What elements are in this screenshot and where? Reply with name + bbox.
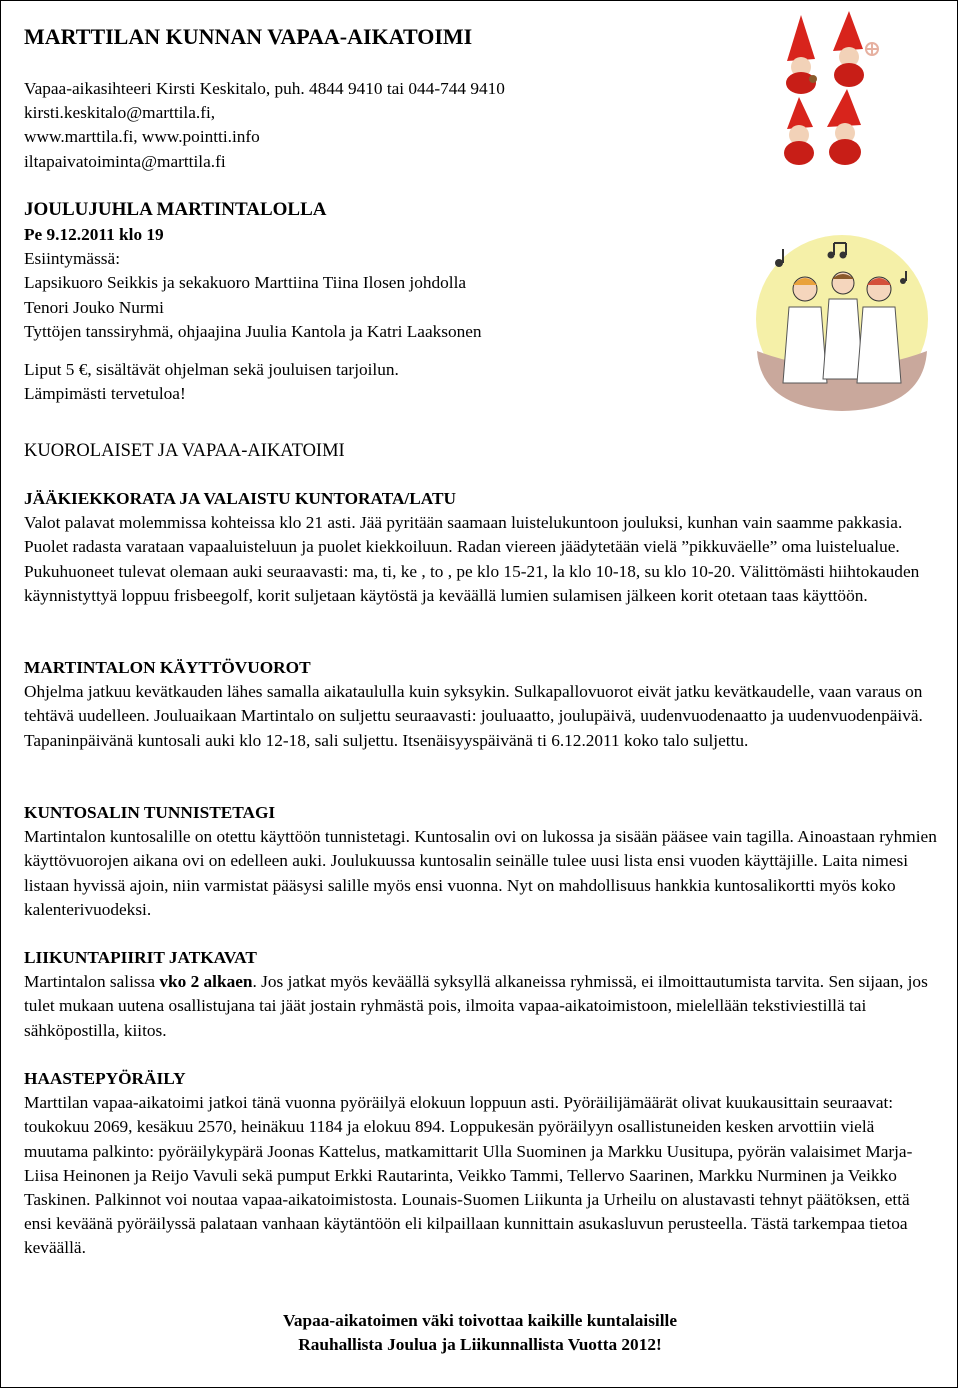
section-heading: JÄÄKIEKKORATA JA VALAISTU KUNTORATA/LATU xyxy=(24,489,456,508)
closing-greeting xyxy=(1,1309,959,1357)
contact-line-web: www.marttila.fi, www.pointti.info xyxy=(24,127,260,147)
elf-icon xyxy=(784,97,814,165)
contact-info xyxy=(24,77,505,174)
section-ice-rink xyxy=(24,487,939,608)
section-martintalo-hours xyxy=(24,656,939,753)
event-date: Pe 9.12.2011 klo 19 xyxy=(24,225,164,244)
body-highlight: vko 2 alkaen xyxy=(159,972,253,992)
welcome-text: Lämpimästi tervetuloa! xyxy=(24,384,186,404)
singing-choir-children-illustration xyxy=(753,233,931,413)
section-body: Martintalon kuntosalille on otettu käyttöön tunnistetagi. Kuntosalin ovi on lukossa ja sisään pääsee vain tagilla. Ainoastaan ryhmien käyttövuorojen aikana ovi on edelleen auki. Joulukuussa kuntosalin seinälle tulee uusi lista ensi vuoden käyttäjille. Laita nimesi listaan hyvissä ajoin, niin varmistat pääsysi salille myös ensi vuonna. Nyt on mahdollisuus hankkia kuntosalikortti myös koko kalenterivuodeksi. xyxy=(24,827,937,919)
contact-line-phone: Vapaa-aikasihteeri Kirsti Keskitalo, puh. 4844 9410 tai 044-744 9410 xyxy=(24,79,505,98)
section-heading: LIIKUNTAPIIRIT JATKAVAT xyxy=(24,948,257,967)
contact-line-email: kirsti.keskitalo@marttila.fi, xyxy=(24,103,216,123)
page-title: MARTTILAN KUNNAN VAPAA-AIKATOIMI xyxy=(24,24,473,49)
choir-heading: KUOROLAISET JA VAPAA-AIKATOIMI xyxy=(24,441,345,461)
section-exercise-groups xyxy=(24,946,939,1043)
performer-line: Tenori Jouko Nurmi xyxy=(24,297,164,317)
body-rest: . Jos jatkat myös keväällä syksyllä alkaneissa ryhmissä, ei ilmoittautumista tarvita. Sen sijaan, jos tulet mukaan uutena osallistujana tai jäät jostain ryhmästä pois, ilmoita vapaa-aikatoimistoon, mielellään tekstiviestillä tai sähköpostilla, kiitos. xyxy=(24,972,928,1040)
performers-label: Esiintymässä: xyxy=(24,249,121,269)
body-start: Martintalon salissa xyxy=(24,972,160,992)
section-heading: HAASTEPYÖRÄILY xyxy=(24,1069,186,1088)
elf-icon xyxy=(786,15,817,94)
closing-line-2: Rauhallista Joulua ja Liikunnallista Vuotta 2012! xyxy=(298,1335,662,1354)
ticket-info: Liput 5 €, sisältävät ohjelman sekä jouluisen tarjoilun. xyxy=(24,360,399,380)
section-gym-tag xyxy=(24,801,939,922)
section-heading: MARTINTALON KÄYTTÖVUOROT xyxy=(24,658,311,677)
elf-icon xyxy=(827,89,861,165)
spacer xyxy=(24,344,482,358)
performer-line: Lapsikuoro Seikkis ja sekakuoro Marttiina Tiina Ilosen johdolla xyxy=(24,273,467,293)
closing-line-1: Vapaa-aikatoimen väki toivottaa kaikille kuntalaisille xyxy=(283,1311,677,1330)
christmas-elves-illustration xyxy=(773,9,891,169)
performer-line: Tyttöjen tanssiryhmä, ohjaajina Juulia Kantola ja Katri Laaksonen xyxy=(24,321,482,341)
section-body: Marttilan vapaa-aikatoimi jatkoi tänä vuonna pyöräilyä elokuun loppuun asti. Pyöräilijämäärät olivat kuukausittain seuraavat: toukokuu 2069, kesäkuu 2570, heinäkuu 1184 ja elokuu 894. Loppukesän pyöräilyyn osallistuneiden kesken arvottiin vielä muutama palkinto: pyöräilykypärä Joonas Kattelus, matkamittarit Ulla Suominen ja Markku Uusitupa, pyörän valaisimet Marja-Liisa Heinonen ja Reijo Vavuli sekä pumput Erkki Rautarinta, Veikko Tammi, Tellervo Saarinen, Markku Nurminen ja Veikko Taskinen. Palkinnot voi noutaa vapaa-aikatoimistosta. Lounais-Suomen Liikunta ja Urheilu on alustavasti tehnyt päätöksen, että ensi keväänä pyöräilyssä palataan vanhaan käytäntöön eli kilpaillaan kunnittain asukasluvun perusteella. Tästä tarkempaa tietoa keväällä. xyxy=(24,1093,913,1258)
section-body: Valot palavat molemmissa kohteissa klo 21 asti. Jää pyritään saamaan luistelukuntoon jouluksi, kunhan vain saamme pakkasia. Puolet radasta varataan vapaaluisteluun ja puolet kiekkoiluun. Radan viereen jäädytetään vielä ”pikkuväelle” oma luistelualue. Pukuhuoneet tulevat olemaan auki seuraavasti: ma, ti, ke , to , pe klo 15-21, la klo 10-18, su klo 10-20. Välittömästi hiihtokauden käynnistyttyä loppuu frisbeegolf, korit suljetaan käytöstä ja keväällä lumien sulamisen jälkeen korit otetaan taas käyttöön. xyxy=(24,513,920,605)
section-heading: KUNTOSALIN TUNNISTETAGI xyxy=(24,803,276,822)
elf-icon xyxy=(833,11,878,87)
section-cycling-challenge xyxy=(24,1067,939,1261)
event-title: JOULUJUHLA MARTINTALOLLA xyxy=(24,199,327,220)
section-body: Ohjelma jatkuu kevätkauden lähes samalla aikataululla kuin syksykin. Sulkapallovuorot eivät jatku kevätkaudelle, vaan varaus on tehtävä uudelleen. Jouluaikaan Martintalo on suljettu seuraavasti: jouluaatto, joulupäivä, uudenvuodenaatto ja uudenvuodenpäivä. Tapaninpäivänä kuntosali auki klo 12-18, sali suljettu. Itsenäisyyspäivänä ti 6.12.2011 koko talo suljettu. xyxy=(24,682,923,750)
section-body xyxy=(24,970,939,1043)
christmas-event xyxy=(24,197,482,406)
contact-line-email-2: iltapaivatoiminta@marttila.fi xyxy=(24,151,226,171)
